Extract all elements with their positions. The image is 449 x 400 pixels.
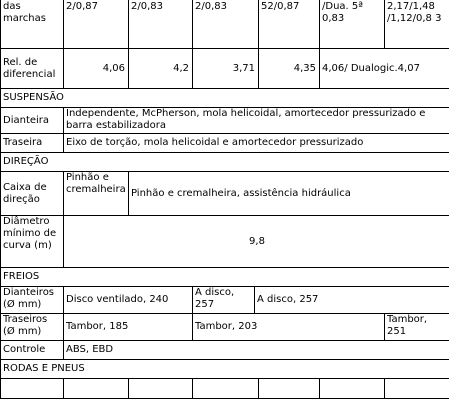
front-suspension-row bbox=[1, 108, 449, 134]
steering-box-value-2: Pinhão e cremalheira, assistência hidráulica bbox=[129, 172, 449, 216]
section-brakes bbox=[1, 268, 449, 287]
steering-box-row bbox=[1, 172, 449, 216]
rear-brakes-value-2: Tambor, 203 bbox=[193, 314, 385, 341]
steering-box-label: Caixa de direção bbox=[1, 172, 64, 216]
wheels-row-partial bbox=[1, 379, 449, 399]
front-brakes-row bbox=[1, 287, 449, 314]
differential-value-4: 4,35 bbox=[259, 49, 320, 89]
turning-diameter-row bbox=[1, 216, 449, 268]
gear-ratios-row bbox=[1, 0, 449, 49]
gear-ratios-value-1: 2/0,87 bbox=[64, 0, 129, 49]
section-suspension bbox=[1, 89, 449, 108]
differential-value-5: 4,06/ Dualogic.4,07 bbox=[320, 49, 449, 89]
differential-row bbox=[1, 49, 449, 89]
section-steering-title: DIREÇÃO bbox=[1, 153, 449, 172]
differential-label: Rel. de diferencial bbox=[1, 49, 64, 89]
brake-control-value: ABS, EBD bbox=[64, 341, 449, 360]
front-suspension-label: Dianteira bbox=[1, 108, 64, 134]
rear-brakes-value-1: Tambor, 185 bbox=[64, 314, 193, 341]
differential-value-2: 4,2 bbox=[129, 49, 193, 89]
section-steering bbox=[1, 153, 449, 172]
front-brakes-value-1: Disco ventilado, 240 bbox=[64, 287, 193, 314]
front-brakes-value-3: A disco, 257 bbox=[255, 287, 449, 314]
steering-box-value-1: Pinhão e cremalheira bbox=[64, 172, 129, 216]
gear-ratios-value-5: /Dua. 5ª 0,83 bbox=[320, 0, 385, 49]
section-wheels bbox=[1, 360, 449, 379]
turning-diameter-label: Diâmetro mínimo de curva (m) bbox=[1, 216, 64, 268]
section-wheels-title: RODAS E PNEUS bbox=[1, 360, 449, 379]
brake-control-label: Controle bbox=[1, 341, 64, 360]
front-brakes-label: Dianteiros (Ø mm) bbox=[1, 287, 64, 314]
gear-ratios-label: das marchas bbox=[1, 0, 64, 49]
turning-diameter-value: 9,8 bbox=[64, 216, 449, 268]
rear-brakes-row bbox=[1, 314, 449, 341]
front-brakes-value-2: A disco, 257 bbox=[193, 287, 255, 314]
rear-suspension-label: Traseira bbox=[1, 134, 64, 153]
differential-value-1: 4,06 bbox=[64, 49, 129, 89]
gear-ratios-value-4: 52/0,87 bbox=[259, 0, 320, 49]
rear-brakes-label: Traseiros (Ø mm) bbox=[1, 314, 64, 341]
rear-suspension-row bbox=[1, 134, 449, 153]
brake-control-row bbox=[1, 341, 449, 360]
differential-value-3: 3,71 bbox=[193, 49, 259, 89]
gear-ratios-value-6: 2,17/1,48 /1,12/0,8 3 bbox=[385, 0, 449, 49]
rear-brakes-value-3: Tambor, 251 bbox=[385, 314, 449, 341]
rear-suspension-value: Eixo de torção, mola helicoidal e amortecedor pressurizado bbox=[64, 134, 449, 153]
section-suspension-title: SUSPENSÃO bbox=[1, 89, 449, 108]
section-brakes-title: FREIOS bbox=[1, 268, 449, 287]
gear-ratios-value-3: 2/0,83 bbox=[193, 0, 259, 49]
gear-ratios-value-2: 2/0,83 bbox=[129, 0, 193, 49]
front-suspension-value: Independente, McPherson, mola helicoidal, amortecedor pressurizado e barra estabilizadora bbox=[64, 108, 449, 134]
